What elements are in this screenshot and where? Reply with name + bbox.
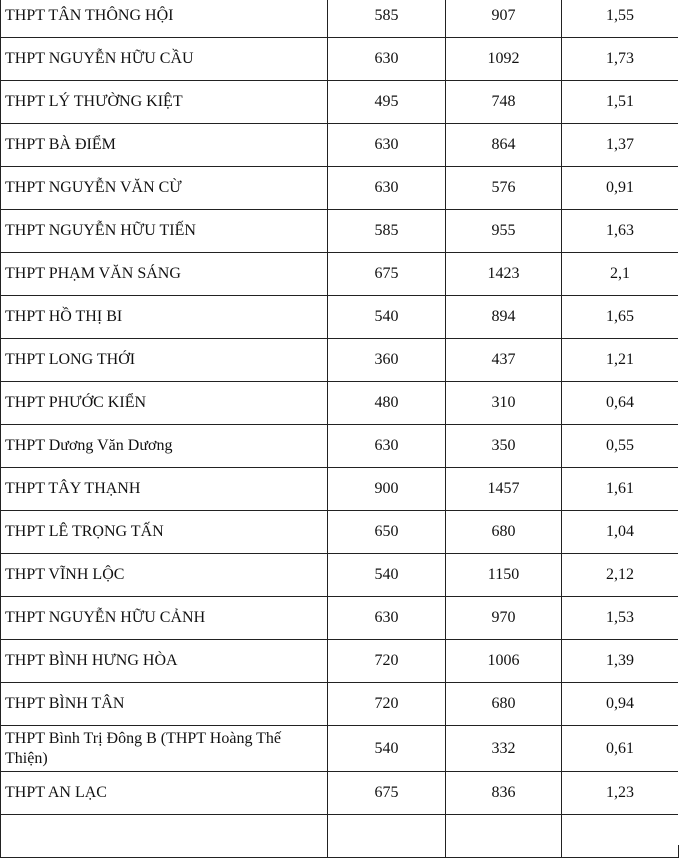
table-row — [1, 554, 679, 597]
table-row — [1, 167, 679, 210]
quota-cell: 630 — [328, 425, 446, 468]
school-name-cell: THPT TÂY THẠNH — [1, 468, 328, 511]
quota-cell: 540 — [328, 726, 446, 772]
applicants-cell: 1150 — [446, 554, 562, 597]
table-row — [1, 339, 679, 382]
ratio-cell — [562, 815, 679, 858]
school-name-cell: THPT HỒ THỊ BI — [1, 296, 328, 339]
ratio-cell: 1,39 — [562, 640, 679, 683]
ratio-cell: 1,23 — [562, 772, 679, 815]
school-name-cell: THPT LÊ TRỌNG TẤN — [1, 511, 328, 554]
table-row — [1, 81, 679, 124]
school-name-cell: THPT LÝ THƯỜNG KIỆT — [1, 81, 328, 124]
ratio-cell: 0,94 — [562, 683, 679, 726]
school-name-cell: THPT AN LẠC — [1, 772, 328, 815]
quota-cell: 585 — [328, 0, 446, 38]
quota-cell: 675 — [328, 772, 446, 815]
applicants-cell: 836 — [446, 772, 562, 815]
table-row — [1, 597, 679, 640]
applicants-cell: 955 — [446, 210, 562, 253]
school-name-cell: THPT NGUYỄN HỮU TIẾN — [1, 210, 328, 253]
table-row — [1, 0, 679, 38]
table-row — [1, 124, 679, 167]
ratio-cell: 0,91 — [562, 167, 679, 210]
ratio-cell: 1,65 — [562, 296, 679, 339]
school-name-cell: THPT VĨNH LỘC — [1, 554, 328, 597]
table-row — [1, 640, 679, 683]
applicants-cell: 332 — [446, 726, 562, 772]
ratio-cell: 1,61 — [562, 468, 679, 511]
applicants-cell: 1423 — [446, 253, 562, 296]
quota-cell: 650 — [328, 511, 446, 554]
ratio-cell: 0,64 — [562, 382, 679, 425]
applicants-cell: 748 — [446, 81, 562, 124]
quota-cell: 900 — [328, 468, 446, 511]
school-name-cell — [1, 815, 328, 858]
applicants-cell: 907 — [446, 0, 562, 38]
table-row — [1, 468, 679, 511]
applicants-cell: 310 — [446, 382, 562, 425]
school-name-cell: THPT PHẠM VĂN SÁNG — [1, 253, 328, 296]
ratio-cell: 0,61 — [562, 726, 679, 772]
school-name-cell: THPT NGUYỄN HỮU CẦU — [1, 38, 328, 81]
school-name-cell: THPT NGUYỄN VĂN CỪ — [1, 167, 328, 210]
ratio-cell: 1,51 — [562, 81, 679, 124]
applicants-cell: 576 — [446, 167, 562, 210]
table-row — [1, 210, 679, 253]
applicants-cell: 437 — [446, 339, 562, 382]
applicants-cell: 864 — [446, 124, 562, 167]
quota-cell: 720 — [328, 683, 446, 726]
table-row — [1, 296, 679, 339]
school-name-cell: THPT Bình Trị Đông B (THPT Hoàng Thế Thiện) — [1, 726, 328, 772]
quota-cell: 360 — [328, 339, 446, 382]
school-name-cell: THPT PHƯỚC KIỂN — [1, 382, 328, 425]
applicants-cell: 1457 — [446, 468, 562, 511]
page-margin — [678, 0, 698, 845]
applicants-cell: 680 — [446, 683, 562, 726]
table-row-partial — [1, 815, 679, 858]
school-name-cell: THPT NGUYỄN HỮU CẢNH — [1, 597, 328, 640]
ratio-cell: 2,12 — [562, 554, 679, 597]
quota-cell: 480 — [328, 382, 446, 425]
table-row — [1, 253, 679, 296]
school-name-cell: THPT BÌNH HƯNG HÒA — [1, 640, 328, 683]
applicants-cell: 1092 — [446, 38, 562, 81]
quota-cell: 630 — [328, 597, 446, 640]
quota-cell: 720 — [328, 640, 446, 683]
school-name-cell: THPT BÀ ĐIỂM — [1, 124, 328, 167]
applicants-cell: 680 — [446, 511, 562, 554]
quota-cell: 540 — [328, 554, 446, 597]
quota-cell — [328, 815, 446, 858]
applicants-cell: 894 — [446, 296, 562, 339]
table-row — [1, 38, 679, 81]
ratio-cell: 1,55 — [562, 0, 679, 38]
ratio-cell: 1,21 — [562, 339, 679, 382]
quota-cell: 540 — [328, 296, 446, 339]
school-name-cell: THPT TÂN THÔNG HỘI — [1, 0, 328, 38]
table-row — [1, 772, 679, 815]
ratio-cell: 1,53 — [562, 597, 679, 640]
ratio-cell: 0,55 — [562, 425, 679, 468]
applicants-cell: 970 — [446, 597, 562, 640]
ratio-cell: 1,63 — [562, 210, 679, 253]
table-row — [1, 382, 679, 425]
school-name-cell: THPT LONG THỚI — [1, 339, 328, 382]
quota-cell: 630 — [328, 167, 446, 210]
table-row — [1, 425, 679, 468]
applicants-cell — [446, 815, 562, 858]
applicants-cell: 1006 — [446, 640, 562, 683]
school-name-cell: THPT Dương Văn Dương — [1, 425, 328, 468]
school-name-cell: THPT BÌNH TÂN — [1, 683, 328, 726]
table-row — [1, 511, 679, 554]
table-row — [1, 726, 679, 772]
quota-cell: 675 — [328, 253, 446, 296]
ratio-cell: 1,73 — [562, 38, 679, 81]
table-row — [1, 683, 679, 726]
quota-cell: 630 — [328, 124, 446, 167]
ratio-cell: 1,37 — [562, 124, 679, 167]
ratio-cell: 1,04 — [562, 511, 679, 554]
quota-cell: 630 — [328, 38, 446, 81]
applicants-cell: 350 — [446, 425, 562, 468]
ratio-cell: 2,1 — [562, 253, 679, 296]
quota-cell: 585 — [328, 210, 446, 253]
quota-cell: 495 — [328, 81, 446, 124]
